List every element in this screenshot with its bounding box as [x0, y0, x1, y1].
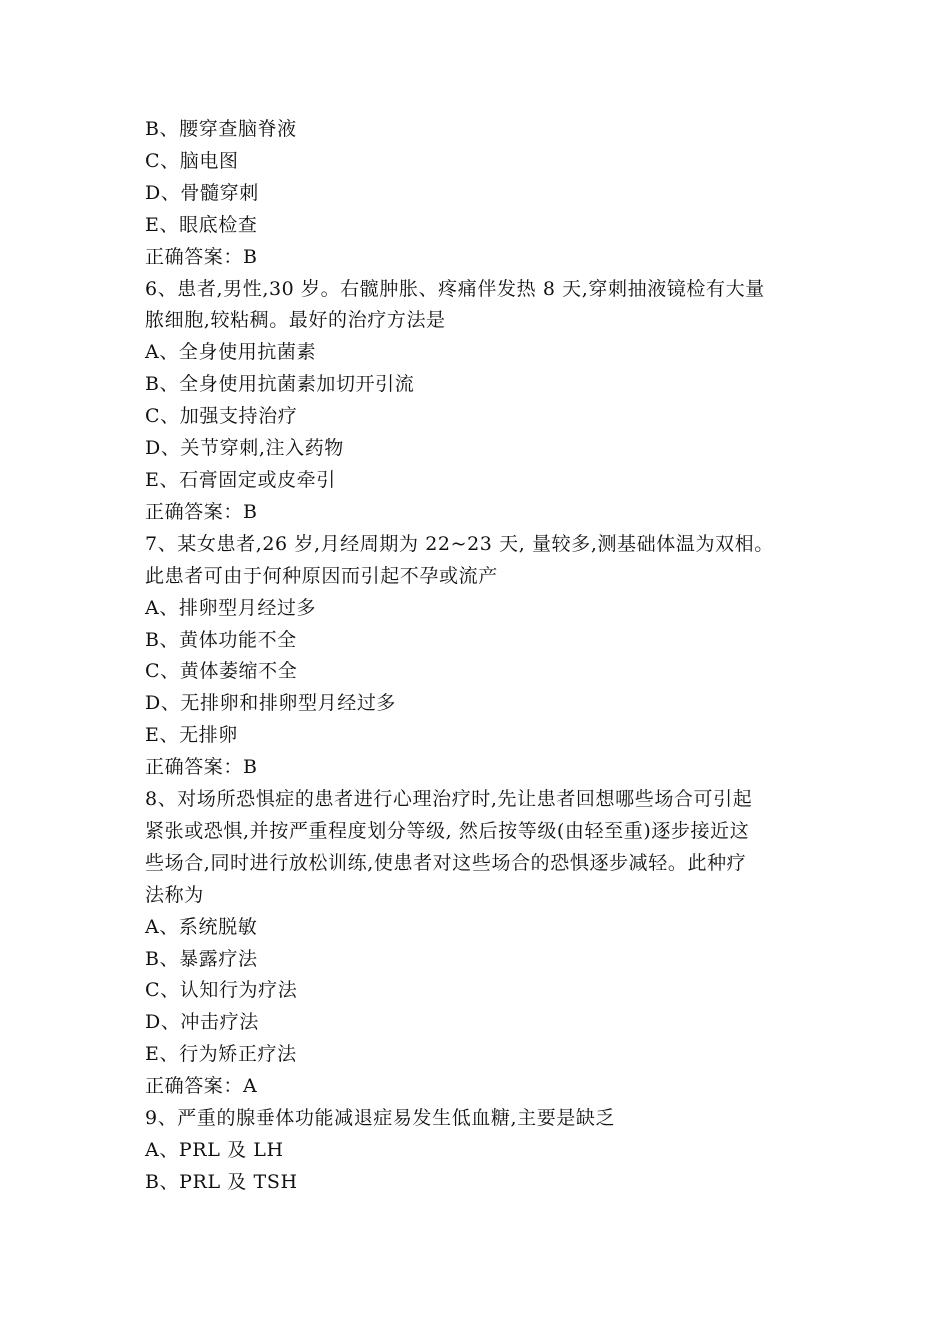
question-6-option-b: B、全身使用抗菌素加切开引流	[145, 373, 415, 396]
question-6-option-e: E、石膏固定或皮牵引	[145, 468, 336, 491]
question-7-option-a: A、排卵型月经过多	[145, 596, 317, 619]
question-7-stem: 7、某女患者,26 岁,月经周期为 22~23 天, 量较多,测基础体温为双相。	[145, 532, 774, 555]
option-b-text: B、腰穿查脑脊液	[145, 118, 297, 140]
question-9-stem: 9、严重的腺垂体功能减退症易发生低血糖,主要是缺乏	[145, 1107, 616, 1130]
question-7-option-d: D、无排卵和排卵型月经过多	[145, 692, 397, 715]
question-8-stem-cont-3: 法称为	[145, 883, 204, 906]
option-c-text: C、脑电图	[145, 149, 239, 172]
question-8-option-a: A、系统脱敏	[145, 915, 258, 938]
question-8-answer: 正确答案：A	[145, 1075, 258, 1098]
question-7-option-b: B、黄体功能不全	[145, 628, 297, 651]
question-8-option-c: C、认知行为疗法	[145, 979, 298, 1002]
option-d-text: D、骨髓穿刺	[145, 181, 259, 204]
question-7-answer: 正确答案：B	[145, 756, 258, 779]
question-8-stem-cont-1: 紧张或恐惧,并按严重程度划分等级, 然后按等级(由轻至重)逐步接近这	[145, 819, 750, 842]
document-body	[145, 114, 825, 1199]
answer-line: 正确答案：B	[145, 245, 258, 268]
question-8-stem: 8、对场所恐惧症的患者进行心理治疗时,先让患者回想哪些场合可引起	[145, 788, 753, 811]
question-6-option-c: C、加强支持治疗	[145, 405, 298, 428]
question-8-option-e: E、行为矫正疗法	[145, 1043, 297, 1066]
question-6-stem: 6、患者,男性,30 岁。右髋肿胀、疼痛伴发热 8 天,穿刺抽液镜检有大量	[145, 277, 765, 300]
question-6-option-a: A、全身使用抗菌素	[145, 341, 317, 364]
question-7-option-c: C、黄体萎缩不全	[145, 660, 298, 683]
question-7-stem-cont: 此患者可由于何种原因而引起不孕或流产	[145, 564, 498, 587]
question-9-option-b: B、PRL 及 TSH	[145, 1170, 298, 1193]
option-e-text: E、眼底检查	[145, 213, 258, 236]
question-8-stem-cont-2: 些场合,同时进行放松训练,使患者对这些场合的恐惧逐步减轻。此种疗	[145, 851, 747, 874]
question-6-answer: 正确答案：B	[145, 500, 258, 523]
question-6-stem-cont: 脓细胞,较粘稠。最好的治疗方法是	[145, 309, 446, 332]
question-7-option-e: E、无排卵	[145, 724, 238, 747]
question-9-option-a: A、PRL 及 LH	[145, 1139, 284, 1161]
question-6-option-d: D、关节穿刺,注入药物	[145, 437, 344, 460]
question-8-option-b: B、暴露疗法	[145, 947, 258, 970]
question-8-option-d: D、冲击疗法	[145, 1011, 259, 1034]
